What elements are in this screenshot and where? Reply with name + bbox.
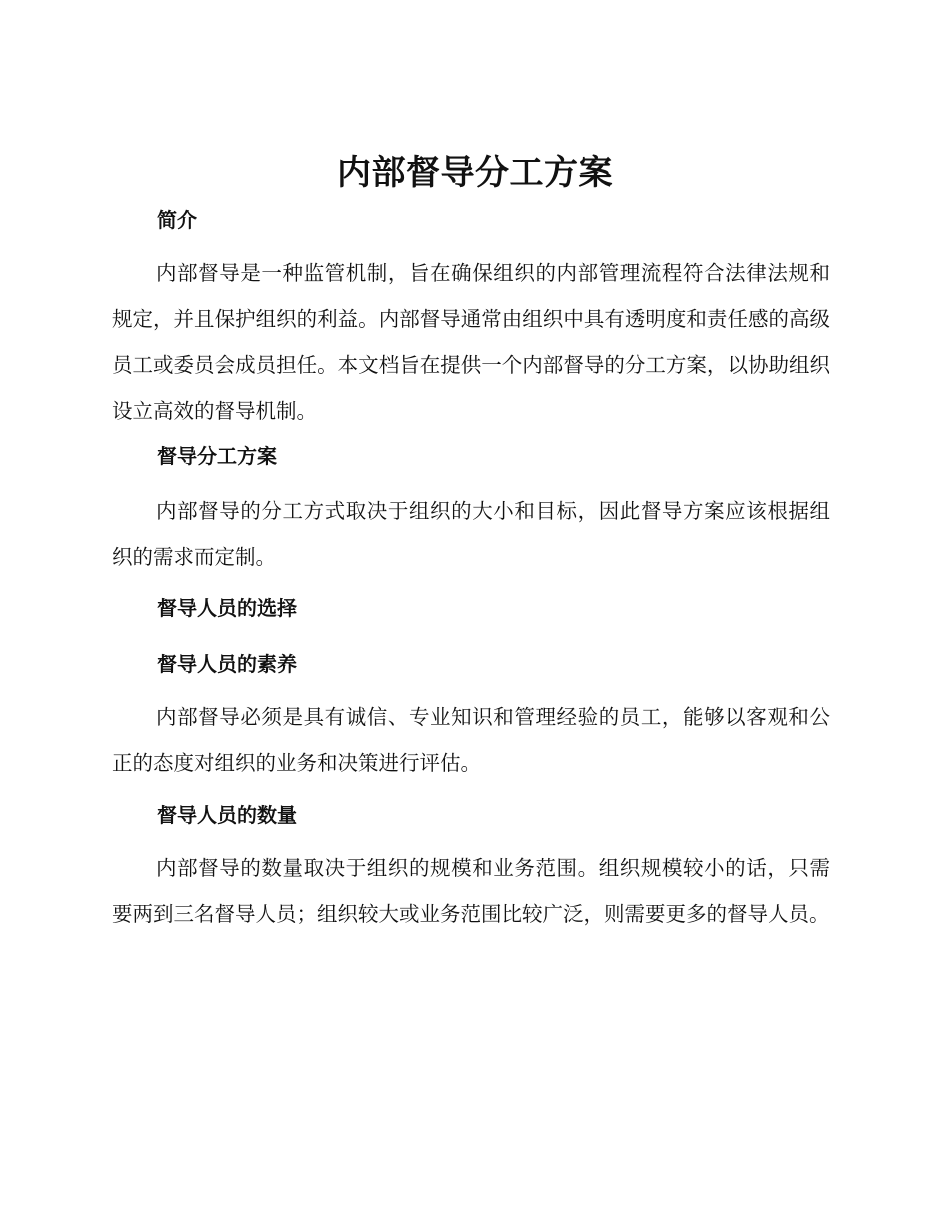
section-heading-intro: 简介 <box>157 208 197 232</box>
section-paragraph-qualities: 内部督导必须是具有诚信、专业知识和管理经验的员工，能够以客观和公正的态度对组织的业务和决策进行评估。 <box>112 705 830 775</box>
document-title: 内部督导分工方案 <box>337 153 613 193</box>
section-heading-qualities: 督导人员的素养 <box>157 652 297 676</box>
section-paragraph-count: 内部督导的数量取决于组织的规模和业务范围。组织规模较小的话，只需要两到三名督导人员；组织较大或业务范围比较广泛，则需要更多的督导人员。 <box>112 856 830 926</box>
section-heading-count: 督导人员的数量 <box>157 803 297 827</box>
section-paragraph-plan: 内部督导的分工方式取决于组织的大小和目标，因此督导方案应该根据组织的需求而定制。 <box>112 499 830 569</box>
section-paragraph-intro: 内部督导是一种监管机制，旨在确保组织的内部管理流程符合法律法规和规定，并且保护组织的利益。内部督导通常由组织中具有透明度和责任感的高级员工或委员会成员担任。本文档旨在提供一个内部督导的分工方案，以协助组织设立高效的督导机制。 <box>112 261 830 423</box>
section-heading-selection: 督导人员的选择 <box>157 596 297 620</box>
section-heading-plan: 督导分工方案 <box>157 444 277 468</box>
